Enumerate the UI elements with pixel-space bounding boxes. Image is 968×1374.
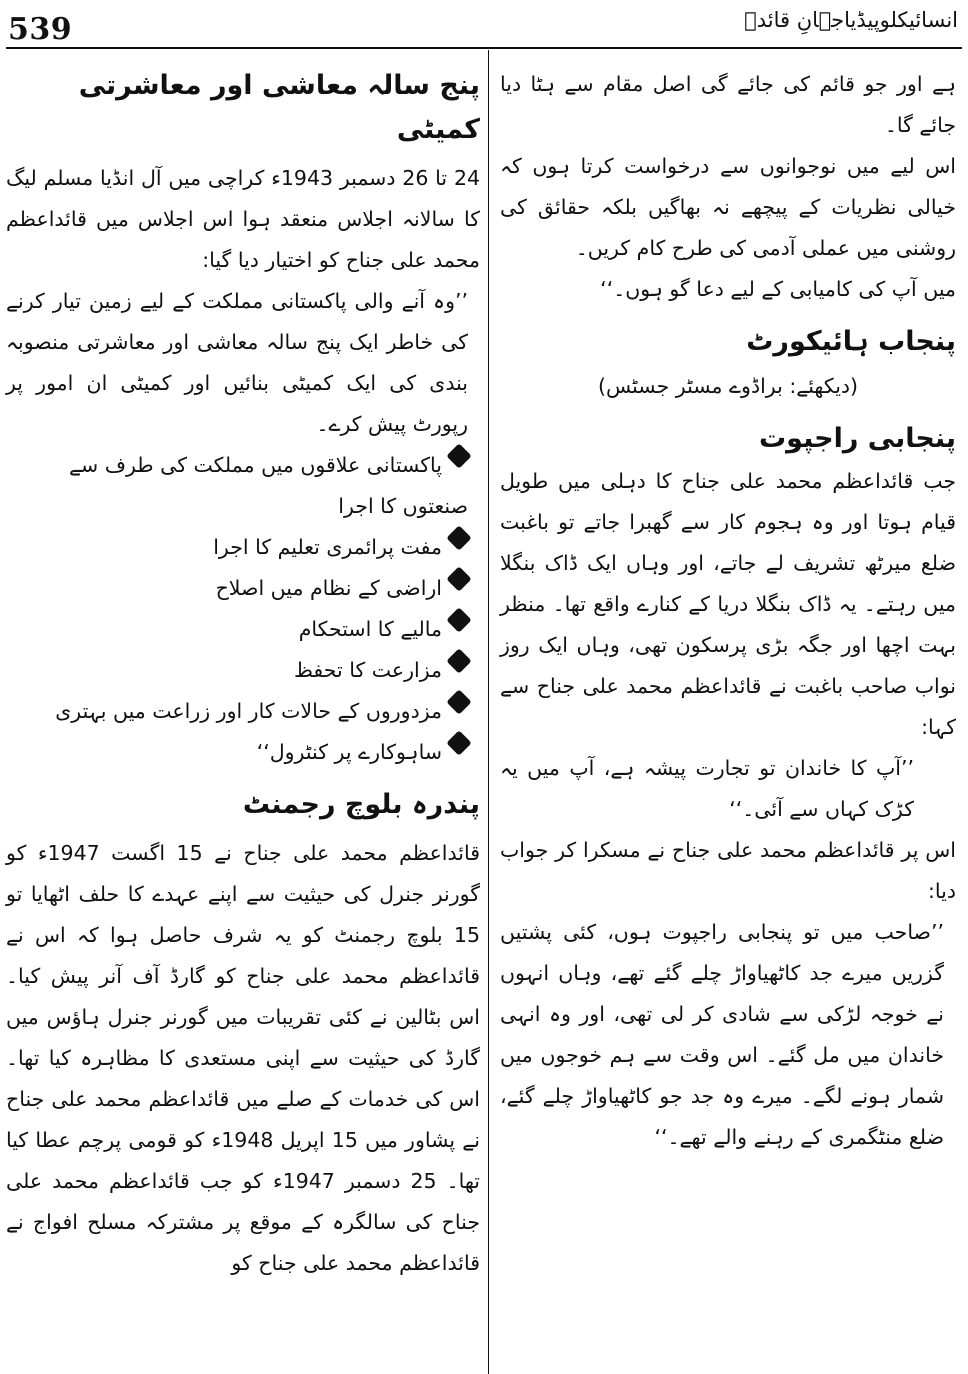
right-column [500, 64, 956, 1158]
quotation: ’’آپ کا خاندان تو تجارت پیشہ ہے، آپ میں یہ کڑک کہاں سے آئی۔‘‘ [500, 756, 914, 821]
list-item: 2مفت پرائمری تعلیم کا اجرا [6, 527, 480, 568]
list-item: 6مزدوروں کے حالات کار اور زراعت میں بہتری [6, 691, 480, 732]
column-divider [488, 50, 489, 1374]
bullet-marker-icon: 6 [446, 689, 471, 714]
bullet-marker-icon: 4 [446, 607, 471, 632]
list-item: 4مالیے کا استحکام [6, 609, 480, 650]
paragraph: ہے اور جو قائم کی جائے گی اصل مقام سے ہٹا دیا جائے گا۔ [500, 72, 956, 137]
paragraph: اس پر قائداعظم محمد علی جناح نے مسکرا کر جواب دیا: [500, 838, 956, 903]
paragraph: میں آپ کی کامیابی کے لیے دعا گو ہوں۔‘‘ [600, 277, 956, 301]
paragraph: قائداعظم محمد علی جناح نے 15 اگست 1947ء کو گورنر جنرل کی حیثیت سے اپنے عہدے کا حلف اٹھایا تو 15 بلوچ رجمنٹ کو یہ شرف حاصل ہوا کہ اس نے قائداعظم محمد علی جناح کو گارڈ آف آنر پیش کیا۔ اس بٹالین نے کئی تقریبات میں گورنر جنرل ہاؤس میں گارڈ کی حیثیت سے اپنی مستعدی کا مظاہرہ کیا تھا۔ اس کی خدمات کے صلے میں قائداعظم محمد علی جناح نے پشاور میں 15 اپریل 1948ء کو قومی پرچم عطا کیا تھا۔ 25 دسمبر 1947ء کو جب قائداعظم محمد علی جناح کی سالگرہ کے موقع پر مشترکہ مسلح افواج نے قائداعظم محمد علی جناح کو [6, 841, 481, 1275]
section-heading: پنج سالہ معاشی اور معاشرتی کمیٹی [78, 70, 480, 145]
paragraph: 24 تا 26 دسمبر 1943ء کراچی میں آل انڈیا مسلم لیگ کا سالانہ اجلاس منعقد ہوا اس اجلاس میں قائداعظم محمد علی جناح کو اختیار دیا گیا: [6, 166, 481, 272]
page-header [0, 0, 968, 50]
section-heading: پنجاب ہائیکورٹ [746, 326, 956, 357]
quotation: ’’صاحب میں تو پنجابی راجپوت ہوں، کئی پشتیں گزریں میرے جد کاٹھیاواڑ چلے گئے تھے، وہاں انہوں نے خوجہ لڑکی سے شادی کر لی تھی، اور وہ انہی خاندان میں مل گئے۔ اس وقت سے ہم خوجوں میں شمار ہونے لگے۔ میرے وہ جد جو کاٹھیاواڑ چلے گئے، ضلع منٹگمری کے رہنے والے تھے۔‘‘ [500, 920, 944, 1149]
section-heading: پندرہ بلوچ رجمنٹ [242, 789, 480, 820]
bullet-marker-icon: 3 [446, 566, 471, 591]
page-number: 539 [8, 12, 73, 47]
section-heading: پنجابی راجپوت [759, 423, 956, 454]
quotation: ’’وہ آنے والی پاکستانی مملکت کے لیے زمین تیار کرنے کی خاطر ایک پنج سالہ معاشی اور معاشرتی منصوبہ بندی کی ایک کمیٹی بنائیں اور کمیٹی ان امور پر رپورٹ پیش کرے۔ [6, 289, 468, 436]
paragraph: جب قائداعظم محمد علی جناح کا دہلی میں طویل قیام ہوتا اور وہ ہجوم کار سے گھبرا جاتے تو باغبت ضلع میرٹھ تشریف لے جاتے، اور وہاں ایک ڈاک بنگلا میں رہتے۔ یہ ڈاک بنگلا دریا کے کنارے واقع تھا۔ منظر بہت اچھا اور جگہ بڑی پرسکون تھی، وہاں ایک روز نواب صاحب باغبت نے قائداعظم محمد علی جناح سے کہا: [500, 469, 956, 739]
bullet-marker-icon: 5 [446, 648, 471, 673]
left-column [6, 64, 480, 1284]
list-item: 7ساہوکارے پر کنٹرول‘‘ [6, 732, 480, 773]
header-rule [6, 47, 962, 49]
numbered-list [6, 445, 480, 773]
running-head: انسائیکلوپیڈیاجہانِ قائدؒ [744, 8, 958, 32]
paragraph: اس لیے میں نوجوانوں سے درخواست کرتا ہوں کہ خیالی نظریات کے پیچھے نہ بھاگیں بلکہ حقائق کی روشنی میں عملی آدمی کی طرح کام کریں۔ [500, 154, 956, 260]
list-item: 1پاکستانی علاقوں میں مملکت کی طرف سے صنعتوں کا اجرا [6, 445, 480, 527]
list-item: 3اراضی کے نظام میں اصلاح [6, 568, 480, 609]
bullet-marker-icon: 2 [446, 525, 471, 550]
bullet-marker-icon: 7 [446, 730, 471, 755]
list-item: 5مزارعت کا تحفظ [6, 650, 480, 691]
bullet-marker-icon: 1 [446, 443, 471, 468]
cross-reference: (دیکھئے: براڈوے مسٹر جسٹس) [597, 374, 859, 398]
